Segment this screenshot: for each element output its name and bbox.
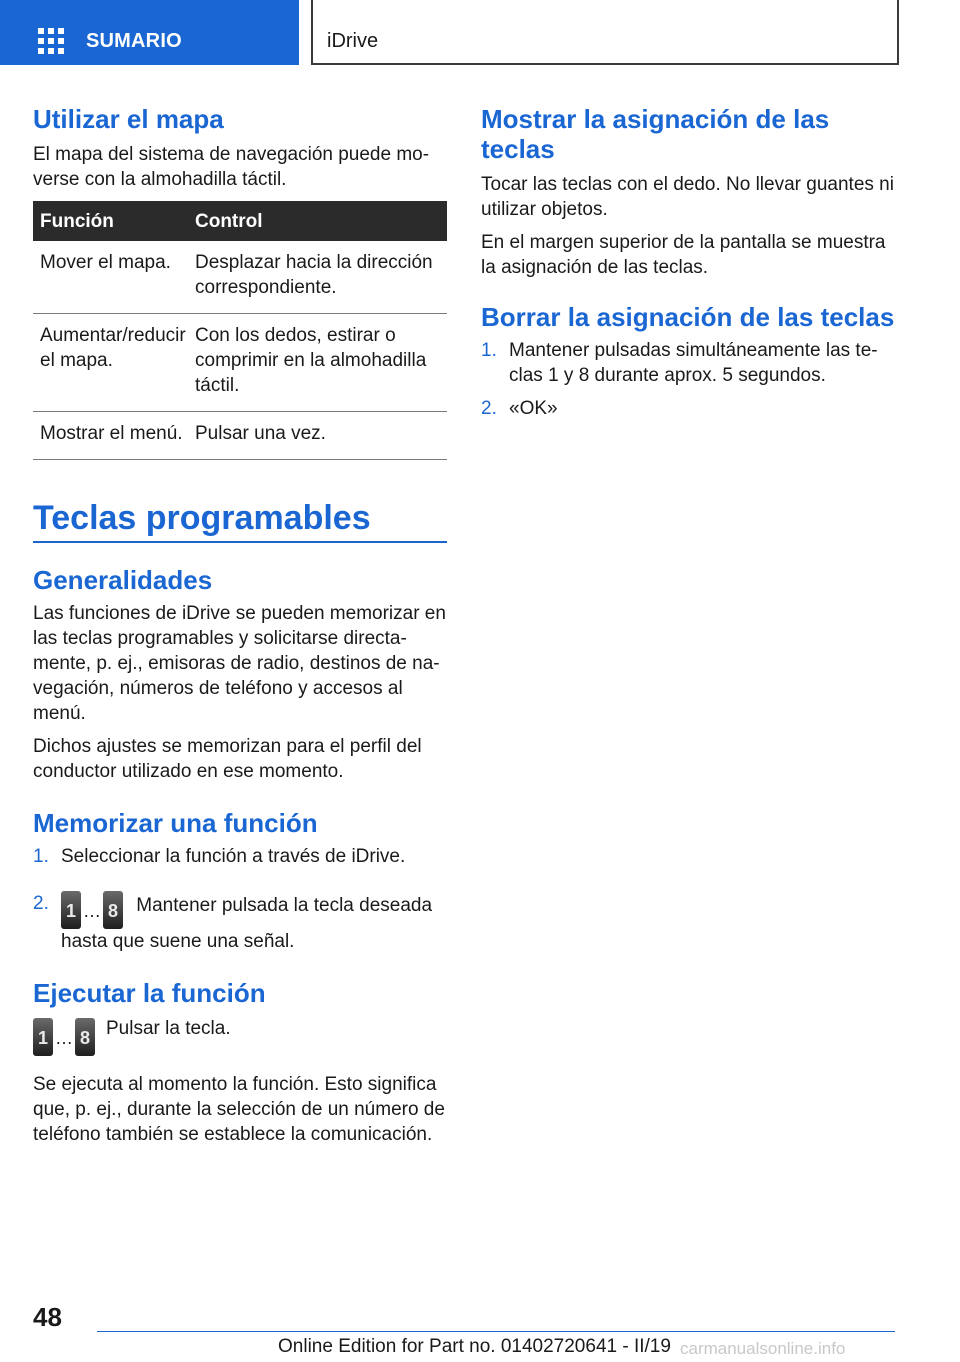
table-header-row bbox=[33, 201, 447, 241]
chapter-header bbox=[311, 0, 899, 65]
right-column bbox=[481, 100, 895, 421]
section-title-generalidades: Generalidades bbox=[33, 565, 213, 595]
key-8-icon: 8 bbox=[75, 1018, 95, 1056]
execute-action-text: Pulsar la tecla. bbox=[106, 1018, 231, 1039]
step-number: 1. bbox=[481, 340, 497, 361]
step-number: 1. bbox=[33, 846, 49, 867]
key-8-icon: 8 bbox=[103, 891, 123, 929]
sumario-label: SUMARIO bbox=[86, 30, 182, 52]
step-number: 2. bbox=[33, 893, 49, 914]
section-title-mostrar: Mostrar la asignación de las teclas bbox=[481, 104, 830, 164]
list-item bbox=[33, 844, 447, 869]
table-row bbox=[33, 241, 447, 314]
step-text: «OK» bbox=[509, 398, 558, 419]
map-intro: El mapa del sistema de navegación puede moverse con la almohadilla táctil. bbox=[33, 144, 430, 190]
general-paragraph-2: Dichos ajustes se memorizan para el perfil del conductor utilizado en ese momento. bbox=[33, 736, 422, 782]
controls-table bbox=[33, 201, 447, 460]
table-cell: Desplazar hacia la dirección correspondiente. bbox=[188, 241, 447, 314]
key-1-icon: 1 bbox=[61, 891, 81, 929]
sumario-nav-button[interactable] bbox=[0, 0, 299, 65]
step-number: 2. bbox=[481, 398, 497, 419]
table-header-control: Control bbox=[188, 201, 447, 241]
step-text: Seleccionar la función a través de iDrive. bbox=[61, 846, 406, 867]
section-title-ejecutar: Ejecutar la función bbox=[33, 978, 266, 1008]
table-cell: Con los dedos, estirar o comprimir en la almohadilla táctil. bbox=[188, 314, 447, 412]
execute-action bbox=[33, 1018, 447, 1062]
grid-icon bbox=[38, 28, 66, 54]
edition-footer: Online Edition for Part no. 01402720641 - II/19 bbox=[278, 1336, 671, 1357]
table-row bbox=[33, 412, 447, 460]
left-column bbox=[33, 100, 447, 1147]
ellipsis: … bbox=[83, 901, 101, 921]
key-1-icon: 1 bbox=[33, 1018, 53, 1056]
footer-divider bbox=[97, 1331, 895, 1332]
page-number: 48 bbox=[33, 1302, 62, 1332]
section-title-memorizar: Memorizar una función bbox=[33, 808, 318, 838]
watermark: carmanualsonline.info bbox=[680, 1339, 846, 1358]
section-divider bbox=[33, 541, 447, 543]
general-paragraph-1: Las funciones de iDrive se pueden memorizar en las teclas programables y solicitarse directamente, p. ej., emisoras de radio, destinos de navegación, números de teléfono y accesos al menú. bbox=[33, 603, 446, 724]
section-title-map: Utilizar el mapa bbox=[33, 104, 224, 134]
step-text: Mantener pulsadas simultáneamente las teclas 1 y 8 durante aprox. 5 segundos. bbox=[509, 340, 878, 386]
chapter-title: iDrive bbox=[327, 30, 379, 52]
show-paragraph-1: Tocar las teclas con el dedo. No llevar guantes ni utilizar objetos. bbox=[481, 174, 894, 220]
step-text: Mantener pulsada la tecla deseada hasta que suene una señal. bbox=[61, 895, 433, 952]
table-cell: Aumentar/reducir el mapa. bbox=[33, 314, 188, 412]
memorize-steps bbox=[33, 844, 447, 954]
table-cell: Mostrar el menú. bbox=[33, 412, 188, 460]
execute-paragraph: Se ejecuta al momento la función. Esto significa que, p. ej., durante la selección de un número de teléfono también se establece la comunicación. bbox=[33, 1074, 445, 1145]
table-row bbox=[33, 314, 447, 412]
table-cell: Pulsar una vez. bbox=[188, 412, 447, 460]
table-header-funcion: Función bbox=[33, 201, 188, 241]
chapter-section-title: Teclas programables bbox=[33, 499, 371, 537]
delete-steps bbox=[481, 338, 895, 421]
ellipsis: … bbox=[55, 1028, 73, 1048]
show-paragraph-2: En el margen superior de la pantalla se muestra la asignación de las teclas. bbox=[481, 232, 886, 278]
list-item bbox=[481, 396, 895, 421]
list-item bbox=[33, 891, 447, 954]
section-title-borrar: Borrar la asignación de las teclas bbox=[481, 302, 895, 332]
table-cell: Mover el mapa. bbox=[33, 241, 188, 314]
list-item bbox=[481, 338, 895, 388]
